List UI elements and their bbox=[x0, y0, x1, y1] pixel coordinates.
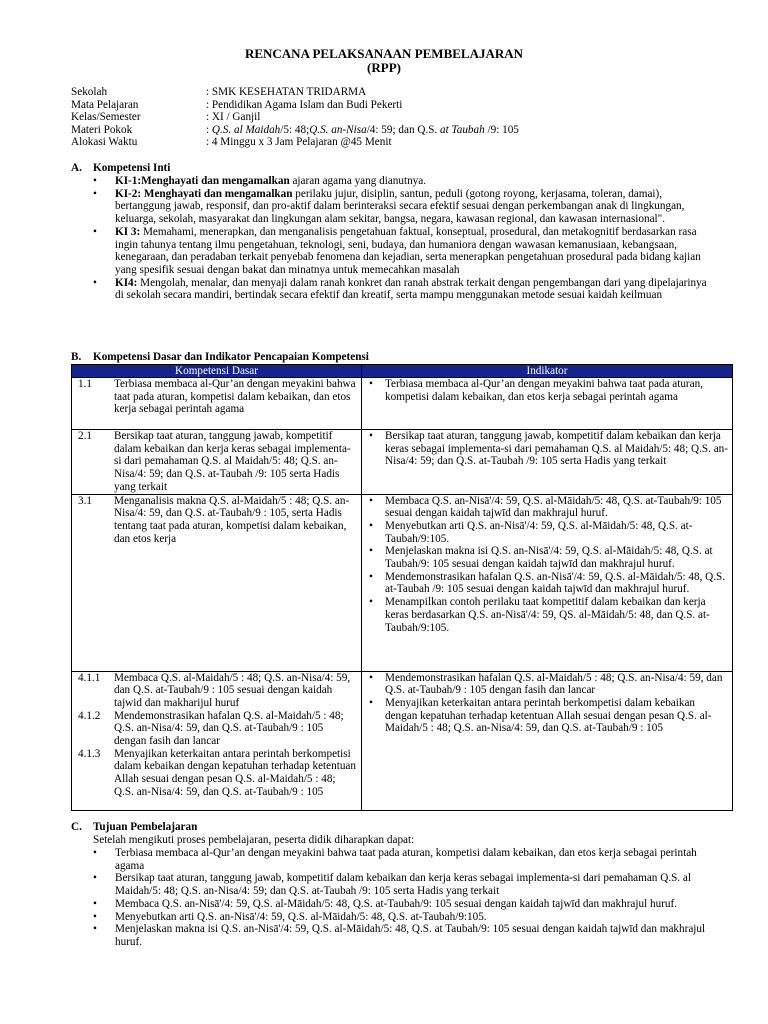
indikator-cell bbox=[362, 494, 733, 671]
list-item bbox=[93, 277, 718, 302]
table-row bbox=[72, 430, 733, 495]
identity-row-materi bbox=[71, 124, 519, 137]
document-title bbox=[0, 47, 768, 75]
ki-label: KI4: bbox=[115, 276, 138, 289]
kd-indikator-table bbox=[71, 364, 733, 811]
identity-label: Alokasi Waktu bbox=[71, 136, 138, 149]
identity-value: : 4 Minggu x 3 Jam Pelajaran @45 Menit bbox=[206, 136, 392, 149]
kd-item bbox=[75, 430, 358, 494]
identity-label: Materi Pokok bbox=[71, 123, 133, 136]
section-a-heading bbox=[71, 162, 170, 175]
ki-text: ajaran agama yang dianutnya. bbox=[289, 175, 427, 187]
value-part: at Taubah bbox=[440, 123, 485, 136]
list-item: • Bersikap taat aturan, tanggung jawab, kompetitif dalam kebaikan dan kerja keras sebagai implementa-si dari pemahaman Q.S. al Maidah/5: 48; Q.S. an-Nisa/4: 59; dan Q.S. at-Taubah /9: 105 serta Hadis yang terkait bbox=[365, 430, 729, 468]
kd-cell bbox=[72, 378, 362, 430]
identity-row-alokasi bbox=[71, 136, 519, 149]
kd-number: 4.1.2 bbox=[78, 709, 101, 722]
kd-text: Bersikap taat aturan, tanggung jawab, kompetitif dalam kebaikan dan kerja keras sebagai implementa-si dari pemahaman Q.S. al Maidah/5: 48; Q.S. an-Nisa/4: 59; dan Q.S. at-Taubah /9: 105 serta Hadis yang terkait bbox=[114, 430, 351, 493]
kd-item bbox=[75, 748, 358, 799]
section-number: C. bbox=[71, 821, 82, 833]
list-item bbox=[93, 175, 718, 188]
ki-label: KI-2: Menghayati dan mengamalkan bbox=[115, 187, 293, 200]
list-item bbox=[93, 226, 718, 277]
ki-text: Memahami, menerapkan, dan menganalisis pengetahuan faktual, konseptual, prosedural, dan metakognitif berdasarkan rasa ingin tahunya tentang ilmu pengetahuan, teknologi, seni, budaya, dan humaniora dengan wawasan kemanusiaan, kebangsaan, kenegaraan, dan peradaban terkait penyebab fenomena dan kejadian, serta menerapkan pengetahuan prosedural pada bidang kajian yang spesifik sesuai dengan bakat dan minatnya untuk memecahkan masalah bbox=[115, 225, 701, 276]
indikator-list bbox=[365, 672, 729, 736]
indikator-cell bbox=[362, 430, 733, 495]
list-item bbox=[93, 188, 718, 226]
title-line-2: (RPP) bbox=[367, 60, 401, 75]
kd-item bbox=[75, 672, 358, 710]
table-row bbox=[72, 494, 733, 671]
section-title: Kompetensi Inti bbox=[93, 162, 171, 174]
list-item: • Menjelaskan makna isi Q.S. an-Nisā'/4: 59, Q.S. al-Māidah/5: 48, Q.S. at Taubah/9: 105 sesuai dengan kaidah tajwīd dan makhrajul huruf. bbox=[365, 545, 729, 570]
identity-row-kelas bbox=[71, 111, 519, 124]
indikator-cell bbox=[362, 671, 733, 810]
indikator-cell bbox=[362, 378, 733, 430]
table-header-kd: Kompetensi Dasar bbox=[72, 365, 362, 378]
kd-cell bbox=[72, 494, 362, 671]
kd-text: Menyajikan keterkaitan antara perintah berkompetisi dalam kebaikan dengan kepatuhan terhadap ketentuan Allah sesuai dengan pesan Q.S. al-Maidah/5 : 48; Q.S. an-Nisa/4: 59, dan Q.S. at-Taubah/9 : 105 bbox=[114, 747, 356, 798]
list-item: • Bersikap taat aturan, tanggung jawab, kompetitif dalam kebaikan dan kerja keras sebagai implementa-si dari pemahaman Q.S. al Maidah/5: 48; Q.S. an-Nisa/4: 59; dan Q.S. at-Taubah /9: 105 serta Hadis yang terkait bbox=[93, 872, 718, 897]
list-item: • Menjelaskan makna isi Q.S. an-Nisā'/4: 59, Q.S. al-Māidah/5: 48, Q.S. at Taubah/9: 105 sesuai dengan kaidah tajwīd dan makhrajul huruf. bbox=[93, 923, 718, 948]
indikator-list bbox=[365, 378, 729, 403]
section-c-heading bbox=[71, 821, 197, 834]
table-row bbox=[72, 671, 733, 810]
identity-label: Sekolah bbox=[71, 86, 108, 98]
kd-text: Membaca Q.S. al-Maidah/5 : 48; Q.S. an-Nisa/4: 59, dan Q.S. at-Taubah/9 : 105 sesuai dengan kaidah tajwid dan makharijul huruf bbox=[114, 671, 351, 709]
kd-text: Menganalisis makna Q.S. al-Maidah/5 : 48; Q.S. an-Nisa/4: 59, dan Q.S. at-Taubah/9 : 105, serta Hadis tentang taat pada aturan, kompetisi dalam kebaikan, dan etos kerja bbox=[114, 494, 350, 545]
title-line-1: RENCANA PELAKSANAAN PEMBELAJARAN bbox=[244, 46, 524, 61]
list-item: • Menyebutkan arti Q.S. an-Nisā'/4: 59, Q.S. al-Māidah/5: 48, Q.S. at-Taubah/9:105. bbox=[93, 911, 718, 924]
value-part: Q.S. an-Nisa bbox=[309, 123, 367, 136]
value-part: /9: 105 bbox=[484, 123, 519, 136]
kd-item bbox=[75, 495, 358, 546]
identity-value: : Pendidikan Agama Islam dan Budi Pekerti bbox=[206, 98, 403, 111]
section-number: A. bbox=[71, 162, 82, 174]
identity-row-sekolah bbox=[71, 86, 519, 99]
kd-number: 4.1.3 bbox=[78, 747, 101, 760]
kd-number: 2.1 bbox=[78, 430, 92, 442]
value-part: Q.S. al Maidah bbox=[211, 123, 281, 136]
kd-item bbox=[75, 378, 358, 416]
kd-item bbox=[75, 710, 358, 748]
value-part: : bbox=[206, 123, 212, 136]
list-item: • Terbiasa membaca al-Qur’an dengan meyakini bahwa taat pada aturan, kompetisi dalam kebaikan, dan etos kerja sebagai perintah agama bbox=[365, 378, 729, 403]
kd-text: Terbiasa membaca al-Qur’an dengan meyakini bahwa taat pada aturan, kompetisi dalam kebaikan, dan etos kerja sebagai perintah agama bbox=[114, 378, 356, 416]
section-title: Tujuan Pembelajaran bbox=[93, 821, 198, 833]
list-item: • Menyajikan keterkaitan antara perintah berkompetisi dalam kebaikan dengan kepatuhan terhadap ketentuan Allah sesuai dengan pesan Q.S. al-Maidah/5 : 48; Q.S. an-Nisa/4: 59, dan Q.S. at-Taubah/9 : 105 bbox=[365, 697, 729, 735]
kd-number: 1.1 bbox=[78, 378, 92, 390]
identity-block bbox=[71, 86, 519, 149]
value-part: /5: 48; bbox=[280, 123, 310, 136]
identity-value: : SMK KESEHATAN TRIDARMA bbox=[206, 86, 367, 98]
indikator-list bbox=[365, 430, 729, 468]
list-item: • Mendemonstrasikan hafalan Q.S. an-Nisā'/4: 59, Q.S. al-Māidah/5: 48, Q.S. at-Taubah /9: 105 sesuai dengan kaidah tajwīd dan makhrajul huruf. bbox=[365, 571, 729, 596]
indikator-list bbox=[365, 495, 729, 635]
tujuan-intro: Setelah mengikuti proses pembelajaran, peserta didik diharapkan dapat: bbox=[93, 834, 415, 846]
identity-value: : XI / Ganjil bbox=[206, 111, 261, 124]
list-item: • Mendemonstrasikan hafalan Q.S. al-Maidah/5 : 48; Q.S. an-Nisa/4: 59, dan Q.S. at-Taubah/9 : 105 dengan fasih dan lancar bbox=[365, 672, 729, 697]
list-item: • Terbiasa membaca al-Qur’an dengan meyakini bahwa taat pada aturan, kompetisi dalam kebaikan, dan etos kerja sebagai perintah agama bbox=[93, 847, 718, 872]
ki-text: perilaku jujur, disiplin, santun, peduli (gotong royong, kerjasama, toleran, damai), bertanggung jawab, responsif, dan pro-aktif dalam berinteraksi secara efektif sesuai dengan perkembangan anak di lingkungan, keluarga, sekolah, masyarakat dan lingkungan alam sekitar, bangsa, negara, kawasan regional, dan kawasan internasional". bbox=[115, 187, 685, 226]
section-b-heading bbox=[71, 351, 369, 364]
ki-label: KI 3: bbox=[115, 225, 141, 238]
list-item: • Menampilkan contoh perilaku taat kompetitif dalam kebaikan dan kerja keras berdasarkan Q.S. an-Nisā'/4: 59, QS. al-Māidah/5: 48, dan Q.S. at-Taubah/9:105. bbox=[365, 596, 729, 634]
section-title: Kompetensi Dasar dan Indikator Pencapaian Kompetensi bbox=[93, 351, 369, 363]
list-item: • Membaca Q.S. an-Nisā'/4: 59, Q.S. al-Māidah/5: 48, Q.S. at-Taubah/9: 105 sesuai dengan kaidah tajwīd dan makhrajul huruf. bbox=[93, 898, 718, 911]
table-header-indikator: Indikator bbox=[362, 365, 733, 378]
ki-label: KI-1:Menghayati dan mengamalkan bbox=[115, 175, 290, 187]
table-row bbox=[72, 378, 733, 430]
section-number: B. bbox=[71, 351, 82, 363]
list-item: • Menyebutkan arti Q.S. an-Nisā'/4: 59, Q.S. al-Māidah/5: 48, Q.S. at-Taubah/9:105. bbox=[365, 520, 729, 545]
kompetensi-inti-list bbox=[93, 175, 718, 302]
ki-text: Mengolah, menalar, dan menyaji dalam ranah konkret dan ranah abstrak terkait dengan pengembangan dari yang dipelajarinya di sekolah secara mandiri, bertindak secara efektif dan kreatif, serta mampu menggunakan metode sesuai kaidah keilmuan bbox=[115, 276, 707, 302]
kd-number: 4.1.1 bbox=[78, 671, 101, 684]
identity-row-mapel bbox=[71, 99, 519, 112]
kd-number: 3.1 bbox=[78, 494, 92, 507]
kd-cell bbox=[72, 671, 362, 810]
tujuan-list bbox=[93, 847, 718, 949]
kd-cell bbox=[72, 430, 362, 495]
list-item: • Membaca Q.S. an-Nisā'/4: 59, Q.S. al-Māidah/5: 48, Q.S. at-Taubah/9: 105 sesuai dengan kaidah tajwīd dan makhrajul huruf. bbox=[365, 495, 729, 520]
value-part: /4: 59; dan Q.S. bbox=[366, 123, 441, 136]
identity-label: Mata Pelajaran bbox=[71, 98, 139, 111]
kd-text: Mendemonstrasikan hafalan Q.S. al-Maidah/5 : 48; Q.S. an-Nisa/4: 59, dan Q.S. at-Taubah/9 : 105 dengan fasih dan lancar bbox=[114, 709, 344, 748]
identity-label: Kelas/Semester bbox=[71, 111, 141, 124]
identity-value bbox=[206, 124, 519, 137]
